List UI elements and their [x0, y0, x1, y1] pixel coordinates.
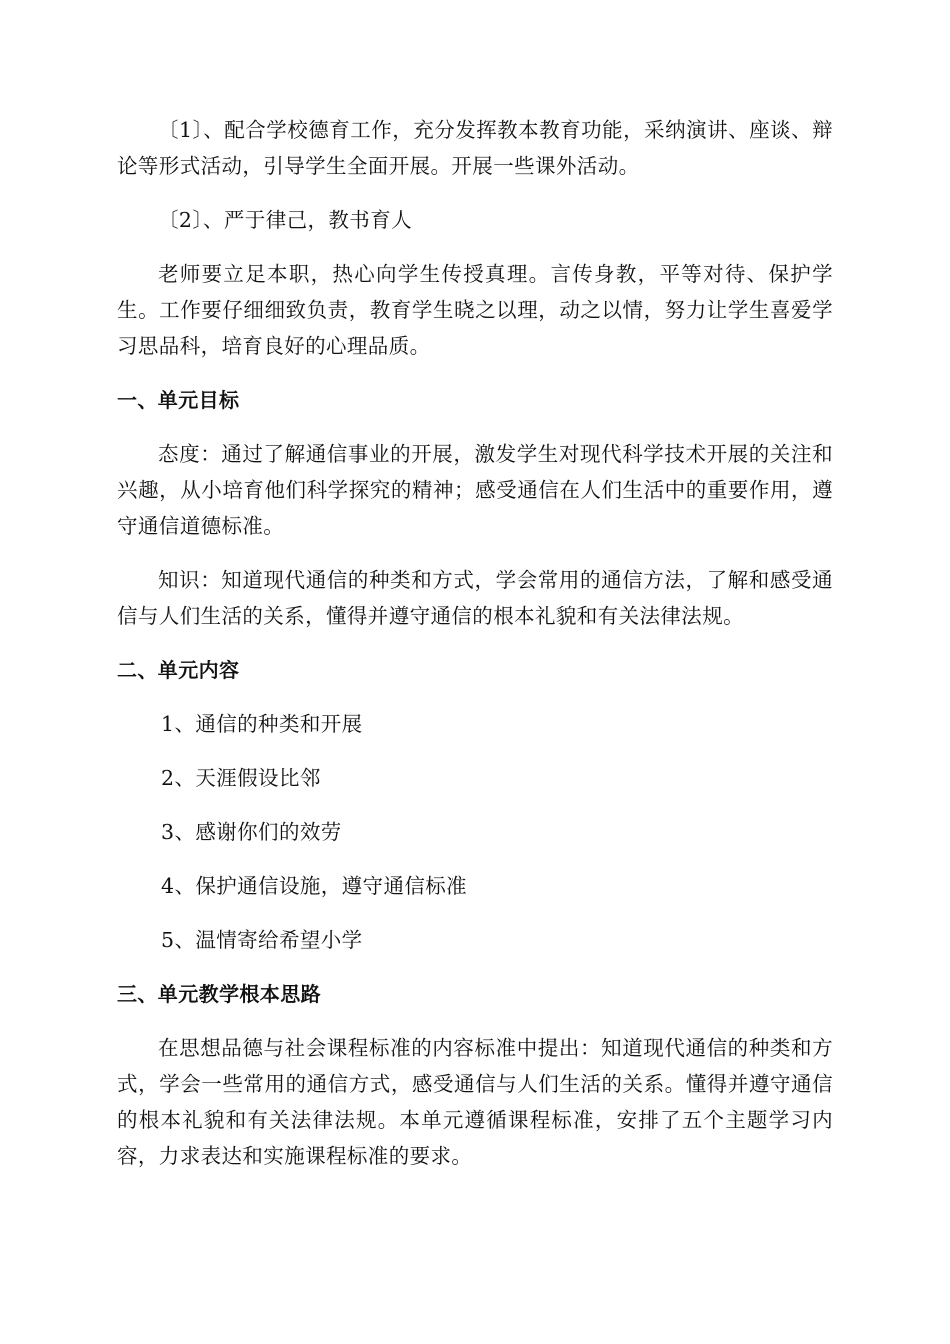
- list-item: 2、天涯假设比邻: [161, 766, 321, 790]
- heading-unit-content: 二、单元内容: [117, 658, 240, 682]
- paragraph-curriculum-standard: 在思想品德与社会课程标准的内容标准中提出：知道现代通信的种类和方式，学会一些常用的通信方式，感受通信与人们生活的关系。懂得并遵守通信的根本礼貌和有关法律法规。本单元遵循课程标准，安排了五个主题学习内容，力求表达和实施课程标准的要求。: [117, 1036, 833, 1168]
- paragraph-moral-education: 〔1〕、配合学校德育工作，充分发挥教本教育功能，采纳演讲、座谈、辩论等形式活动，引导学生全面开展。开展一些课外活动。: [117, 118, 833, 178]
- heading-unit-goals: 一、单元目标: [117, 388, 240, 412]
- document-page: [117, 112, 833, 1174]
- paragraph-teacher-duty: 老师要立足本职，热心向学生传授真理。言传身教，平等对待、保护学生。工作要仔细细致负责，教育学生晓之以理，动之以情，努力让学生喜爱学习思品科，培育良好的心理品质。: [117, 262, 833, 358]
- heading-teaching-approach: 三、单元教学根本思路: [117, 982, 321, 1006]
- list-item: 5、温情寄给希望小学: [161, 928, 363, 952]
- paragraph-attitude: 态度：通过了解通信事业的开展，激发学生对现代科学技术开展的关注和兴趣，从小培育他们科学探究的精神；感受通信在人们生活中的重要作用，遵守通信道德标准。: [117, 442, 833, 538]
- list-item: 3、感谢你们的效劳: [161, 820, 342, 844]
- list-item: 4、保护通信设施，遵守通信标准: [161, 874, 468, 898]
- list-item: 1、通信的种类和开展: [161, 712, 363, 736]
- paragraph-knowledge: 知识：知道现代通信的种类和方式，学会常用的通信方法，了解和感受通信与人们生活的关系，懂得并遵守通信的根本礼貌和有关法律法规。: [117, 568, 833, 628]
- paragraph-self-discipline: 〔2〕、严于律己，教书育人: [158, 208, 412, 232]
